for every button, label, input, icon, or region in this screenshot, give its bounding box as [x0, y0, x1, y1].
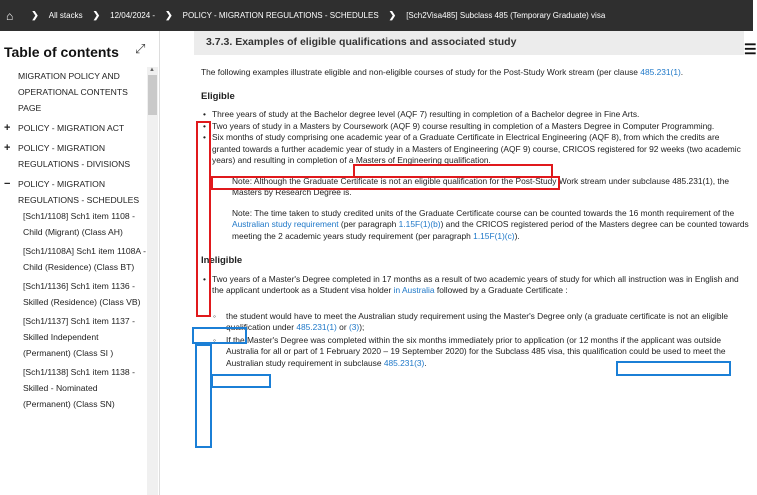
- text-run: or: [336, 322, 349, 332]
- link-485-231-3[interactable]: 485.231(3): [383, 357, 425, 368]
- chevron-right-icon: ❯: [31, 10, 39, 20]
- breadcrumb-item-schedules[interactable]: POLICY - MIGRATION REGULATIONS - SCHEDULES: [182, 11, 379, 20]
- eligible-heading: Eligible: [201, 90, 235, 102]
- article-body: [201, 67, 749, 370]
- toc-item-sch1-1137[interactable]: [Sch1/1137] Sch1 item 1137 - Skilled Independent (Permanent) (Class SI ): [23, 316, 135, 358]
- intro-end: .: [680, 67, 684, 77]
- link-1-15f-1-b[interactable]: 1.15F(1)(b): [398, 219, 441, 229]
- link-australian-study-requirement[interactable]: Australian study requirement: [232, 219, 339, 229]
- link-3[interactable]: (3): [348, 322, 360, 332]
- plus-icon[interactable]: +: [4, 122, 11, 134]
- note-paragraph: [201, 208, 749, 243]
- toc-item-label: POLICY - MIGRATION REGULATIONS - DIVISIONS: [18, 143, 131, 169]
- link-in-australia[interactable]: in Australia: [393, 285, 435, 295]
- list-item: [201, 132, 749, 167]
- toc-sidebar: [0, 31, 160, 495]
- chevron-right-icon: ❯: [388, 10, 397, 20]
- scroll-up-icon[interactable]: ▲: [149, 67, 155, 73]
- main-content: [175, 31, 757, 495]
- toc-item-label: POLICY - MIGRATION REGULATIONS - SCHEDULES: [18, 179, 140, 205]
- link-1-15f-1-c[interactable]: 1.15F(1)(c): [473, 230, 515, 241]
- eligible-list: [201, 109, 749, 167]
- text-run: the student would have to meet the Australian study requirement using the Master's Degree only (a graduate certificate is not an eligible qualification under: [226, 310, 729, 332]
- blue-annotation-certificate: [211, 374, 271, 388]
- toc-list: [0, 68, 146, 412]
- text-run: the credits are granted towards a further academic year of study in a Masters: [212, 132, 720, 154]
- list-item: [201, 335, 749, 370]
- toc-item-regulations-schedules[interactable]: [0, 176, 146, 208]
- list-item: • Two years of study in a Masters by Coursework (AQF 9) course resulting in completion of a Masters Degree in Computer Programming.: [201, 121, 749, 133]
- toc-item-sch1-1136[interactable]: [Sch1/1136] Sch1 item 1136 - Skilled (Residence) (Class VB): [23, 281, 141, 307]
- breadcrumb-bar: [0, 0, 753, 31]
- expand-arrows-icon[interactable]: ⤢: [135, 41, 146, 56]
- intro-paragraph: [201, 67, 749, 79]
- intro-text: The following examples illustrate eligible and non-eligible courses of study for the Post-Study Work stream (per clause: [201, 67, 641, 77]
- text-run: );: [359, 322, 365, 332]
- breadcrumb-item-all-stacks[interactable]: All stacks: [48, 11, 83, 20]
- menu-icon[interactable]: ☰: [744, 41, 757, 57]
- text-run: If the Master's Degree was completed within the six months immediately prior to application (or 12 months if the applicant was outside Australia for all or part of 1 February 2020 – 19 September 2020) for the Subclass 485 visa, this qualification could be used to meet the Australian study requirement in subclause: [226, 334, 726, 368]
- toc-item-regulations-divisions[interactable]: [0, 140, 146, 172]
- breadcrumb-item-subclass-485[interactable]: [Sch2Visa485] Subclass 485 (Temporary Graduate) visa: [406, 11, 606, 20]
- text-run: ) and the CRICOS registered period of the Masters degree can be counted towards meeting the 2 academic years study requirement (per paragraph: [232, 219, 749, 241]
- list-item: [201, 311, 749, 334]
- toc-scroll-thumb[interactable]: [148, 75, 157, 115]
- toc-item-contents-page[interactable]: [0, 68, 146, 116]
- chevron-right-icon: ❯: [165, 10, 173, 20]
- toc-item-migration-act[interactable]: [0, 120, 146, 136]
- section-title: 3.7.3. Examples of eligible qualifications and associated study: [194, 31, 744, 55]
- text-run: followed by a Graduate Certificate :: [434, 285, 568, 295]
- toc-item-label: POLICY - MIGRATION ACT: [18, 123, 125, 133]
- toc-scrollbar[interactable]: [147, 67, 158, 495]
- minus-icon[interactable]: −: [4, 178, 11, 190]
- toc-item-sch1-1108a[interactable]: [Sch1/1108A] Sch1 item 1108A - Child (Residence) (Class BT): [23, 246, 146, 272]
- text-run: in Electrical Engineering (AQF 8), from which: [494, 132, 667, 142]
- toc-title: Table of contents: [4, 44, 119, 60]
- text-run: one academic year of a Graduate Certificate: [330, 132, 495, 142]
- text-run: Two years of a Master's Degree completed in 17 months as a result of two academic years of study for which all instruction was in English and the applicant undertook as a Student visa holder: [212, 273, 739, 295]
- text-run: of Engineering (AQF 9) course, CRICOS registered for 92 weeks (two academic years) and resulting in completion of a Masters of Engineering qualification.: [212, 143, 741, 165]
- link-485-231-1[interactable]: 485.231(1): [296, 322, 337, 332]
- list-item: • Three years of study at the Bachelor degree level (AQF 7) resulting in completion of a Bachelor degree in Fine Arts.: [201, 109, 749, 121]
- ineligible-heading: Ineligible: [201, 255, 243, 266]
- ineligible-sub-list: [201, 311, 749, 370]
- toc-item-sch1-1108[interactable]: [Sch1/1108] Sch1 item 1108 - Child (Migrant) (Class AH): [23, 211, 135, 237]
- link-485-231-1[interactable]: 485.231(1): [640, 67, 681, 77]
- text-run: (per paragraph: [338, 219, 399, 229]
- breadcrumb-item-date[interactable]: 12/04/2024 -: [110, 11, 156, 20]
- chevron-right-icon: ❯: [92, 10, 101, 20]
- text-run: Note: The time taken to study credited units of the Graduate Certificate course can be counted towards the 16 month requirement of the: [232, 207, 735, 218]
- toc-item-sch1-1138[interactable]: [Sch1/1138] Sch1 item 1138 - Skilled - Nominated (Permanent) (Class SN): [23, 367, 135, 409]
- toc-item-label: MIGRATION POLICY AND OPERATIONAL CONTENTS PAGE: [18, 71, 128, 113]
- plus-icon[interactable]: +: [4, 142, 11, 154]
- ineligible-list: [201, 274, 749, 297]
- text-run: Six months of study comprising: [212, 132, 331, 142]
- list-item: [201, 274, 749, 297]
- note-paragraph: Note: Although the Graduate Certificate is not an eligible qualification for the Post-Study Work stream under subclause 485.231(1), the Masters by Research Degree is.: [232, 175, 730, 197]
- text-run: .: [424, 357, 427, 368]
- text-run: ).: [514, 230, 520, 241]
- home-icon[interactable]: ⌂: [6, 8, 14, 23]
